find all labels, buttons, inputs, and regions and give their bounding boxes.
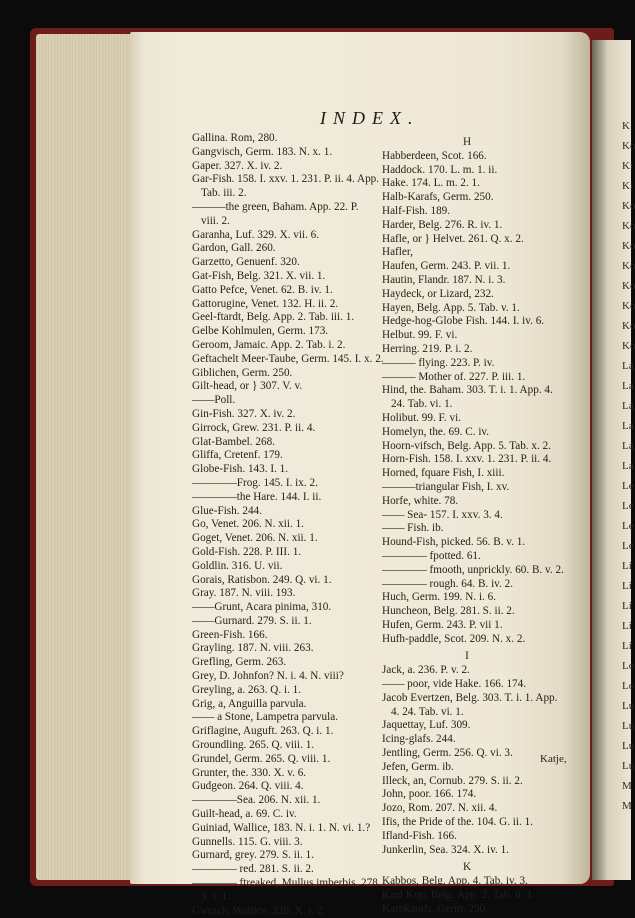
index-entry: 24. Tab. vi. 1.	[391, 398, 453, 411]
index-entry: Gardon, Gall. 260.	[192, 242, 276, 255]
index-entry: —— a Stone, Lampetra parvula.	[192, 711, 339, 724]
index-entry: Gilt-head, or } 307. V. v.	[192, 380, 303, 393]
index-entry: Groundling. 265. Q. viii. 1.	[192, 739, 315, 752]
index-entry: Horfe, white. 78.	[382, 494, 459, 507]
facing-page-fragment: Ki	[622, 160, 633, 172]
index-entry: Haydeck, or Lizard, 232.	[382, 287, 494, 300]
index-entry: ———— fpotted. 61.	[382, 549, 481, 562]
facing-page-fragment: Ko	[622, 280, 635, 292]
page-edges	[36, 34, 132, 880]
facing-page-fragment: Li	[622, 600, 632, 612]
index-entry: Gunnells. 115. G. viii. 3.	[192, 835, 303, 848]
index-entry: Hound-Fish, picked. 56. B. v. 1.	[382, 536, 526, 549]
index-entry: Geroom, Jamaic. App. 2. Tab. i. 2.	[192, 338, 346, 351]
index-entry: Hautin, Flandr. 187. N. i. 3.	[382, 273, 506, 286]
facing-page-fragment: Ko	[622, 140, 635, 152]
index-entry: Hake. 174. L. m. 2. 1.	[382, 177, 480, 190]
index-entry: Giblichen, Germ. 250.	[192, 366, 293, 379]
section-letter: H	[462, 136, 472, 148]
index-entry: Gwrach, Wallice. 320. X. i. 2.	[192, 904, 326, 917]
index-entry: Girrock, Grew. 231. P. ii. 4.	[192, 421, 316, 434]
index-entry: Hafle, or } Helvet. 261. Q. x. 2.	[382, 232, 524, 245]
index-entry: Homelyn, the. 69. C. iv.	[382, 425, 490, 438]
index-entry: Junkerlin, Sea. 324. X. iv. 1.	[382, 843, 509, 856]
index-entry: Huch, Germ. 199. N. i. 6.	[382, 591, 497, 604]
facing-page-fragment: Lu	[622, 720, 635, 732]
index-entry: ——— flying. 223. P. iv.	[382, 356, 495, 369]
index-entry: Jentling, Germ. 256. Q. vi. 3.	[382, 747, 513, 760]
facing-page-fragment: Ko	[622, 260, 635, 272]
facing-page-fragment: La	[622, 440, 634, 452]
facing-page-fragment: Lo	[622, 680, 635, 692]
index-entry: Hind, the. Baham. 303. T. i. 1. App. 4.	[382, 384, 553, 397]
index-entry: ——Poll.	[192, 394, 236, 407]
index-entry: Ifis, the Pride of the. 104. G. ii. 1.	[382, 816, 534, 829]
index-entry: Gat-Fish, Belg. 321. X. vii. 1.	[192, 269, 326, 282]
index-entry: Jaquettay, Luf. 309.	[382, 719, 471, 732]
index-entry: Hufen, Germ. 243. P. vii 1.	[382, 618, 503, 631]
index-entry: Tab. iii. 2.	[201, 187, 247, 200]
right-index-column	[382, 132, 592, 917]
index-entry: ———— fmooth, unprickly. 60. B. v. 2.	[382, 563, 564, 576]
index-entry: Gray. 187. N. viii. 193.	[192, 587, 296, 600]
index-entry: ——Grunt, Acara pinima, 310.	[192, 601, 332, 614]
index-entry: Karpkarafs, Germ. 250.	[382, 902, 488, 915]
index-entry: John, poor. 166. 174.	[382, 788, 477, 801]
facing-page-fragment: Li	[622, 640, 632, 652]
index-entry: Ifland-Fish. 166.	[382, 829, 457, 842]
index-entry: Geftachelt Meer-Taube, Germ. 145. I. x. 2.	[192, 352, 384, 365]
index-entry: Hufh-paddle, Scot. 209. N. x. 2.	[382, 632, 526, 645]
index-entry: Hedge-hog-Globe Fish. 144. I. iv. 6.	[382, 315, 545, 328]
index-entry: Haddock. 170. L. m. 1. ii.	[382, 163, 498, 176]
facing-page-fragment: Ko	[622, 240, 635, 252]
left-index-column	[192, 132, 387, 918]
facing-page-fragment: Le	[622, 480, 634, 492]
index-entry: Jacob Evertzen, Belg. 303. T. i. 1. App.	[382, 691, 558, 704]
facing-page-fragment: La	[622, 360, 634, 372]
index-entry: ————Sea. 206. N. xii. 1.	[192, 794, 321, 807]
index-entry: Gattorugine, Venet. 132. H. ii. 2.	[192, 297, 339, 310]
facing-page-fragment: La	[622, 420, 634, 432]
index-entry: Grayling. 187. N. viii. 263.	[192, 642, 314, 655]
index-entry: Grig, a, Anguilla parvula.	[192, 697, 307, 710]
index-entry: Garanha, Luf. 329. X. vii. 6.	[192, 228, 320, 241]
index-entry: Grunter, the. 330. X. v. 6.	[192, 766, 307, 779]
index-entry: Greyling, a. 263. Q. i. 1.	[192, 683, 302, 696]
index-entry: ———triangular Fish, I. xv.	[382, 480, 510, 493]
index-entry: Gelbe Kohlmulen, Germ. 173.	[192, 325, 329, 338]
facing-page-fragment: Ki	[622, 180, 633, 192]
facing-page-fragment: Lo	[622, 660, 635, 672]
index-entry: Glue-Fish. 244.	[192, 504, 262, 517]
facing-page-fragment: Ko	[622, 340, 635, 352]
index-entry: Globe-Fish. 143. I. 1.	[192, 463, 289, 476]
facing-page-fragment: Lu	[622, 760, 635, 772]
index-entry: Jozo, Rom. 207. N. xii. 4.	[382, 802, 498, 815]
index-entry: Grundel, Germ. 265. Q. viii. 1.	[192, 752, 331, 765]
facing-page-fragment: Li	[622, 560, 632, 572]
index-entry: viii. 2.	[201, 214, 230, 227]
facing-page-fragment: La	[622, 460, 634, 472]
index-entry: Gar-Fish. 158. I. xxv. 1. 231. P. ii. 4. App.	[192, 173, 380, 186]
index-entry: Gangvisch, Germ. 183. N. x. 1.	[192, 145, 333, 158]
index-entry: ————the Hare. 144. I. ii.	[192, 490, 322, 503]
index-entry: Herring. 219. P. i. 2.	[382, 342, 473, 355]
index-entry: ———the green, Baham. App. 22. P.	[192, 200, 359, 213]
facing-page-fragment: Ko	[622, 220, 635, 232]
index-entry: Hafler,	[382, 246, 413, 259]
index-entry: ———— ftreaked, Mullus imberbis. 278.	[192, 877, 381, 890]
index-entry: Grefling, Germ. 263.	[192, 656, 287, 669]
index-entry: ————Frog. 145. I. ix. 2.	[192, 476, 318, 489]
index-entry: ———— red. 281. S. ii. 2.	[192, 863, 314, 876]
facing-page-fragment: Li	[622, 620, 632, 632]
facing-page-edge	[592, 40, 635, 880]
facing-page-fragment: K	[622, 120, 630, 132]
index-entry: Jack, a. 236. P. v. 2.	[382, 664, 470, 677]
index-entry: Goget, Venet. 206. N. xii. 1.	[192, 532, 318, 545]
index-entry: —— Fish. ib.	[382, 522, 444, 535]
index-entry: Helbut. 99. F. vi.	[382, 329, 458, 342]
facing-page-fragment: Ko	[622, 320, 635, 332]
index-entry: Harder, Belg. 276. R. iv. 1.	[382, 218, 503, 231]
index-entry: Half-Fish. 189.	[382, 204, 451, 217]
facing-page-fragment: Le	[622, 500, 634, 512]
facing-page-fragment: Ko	[622, 300, 635, 312]
index-entry: ——— Mother of. 227. P. iii. 1.	[382, 370, 526, 383]
index-entry: —— poor, vide Hake. 166. 174.	[382, 678, 527, 691]
index-entry: Huncheon, Belg. 281. S. ii. 2.	[382, 605, 515, 618]
page-title: INDEX.	[320, 108, 420, 128]
index-entry: ——Gurnard. 279. S. ii. 1.	[192, 614, 312, 627]
index-entry: Illeck, an, Cornub. 279. S. ii. 2.	[382, 774, 523, 787]
index-entry: Gin-Fish. 327. X. iv. 2.	[192, 407, 296, 420]
index-entry: Glat-Bambel. 268.	[192, 435, 275, 448]
index-entry: Gaper. 327. X. iv. 2.	[192, 159, 283, 172]
index-entry: Goldlin. 316. U. vii.	[192, 559, 283, 572]
facing-page-fragment: M	[622, 800, 632, 812]
facing-page-fragment: Lu	[622, 700, 635, 712]
index-entry: Icing-glafs. 244.	[382, 733, 456, 746]
section-letter: K	[462, 861, 472, 874]
index-entry: Kael Kop, Belg. App. 2. Tab. ii. 1.	[382, 889, 536, 902]
index-entry: ———— rough. 64. B. iv. 2.	[382, 577, 514, 590]
index-entry: Gold-Fish. 228. P. III. 1.	[192, 545, 302, 558]
index-entry: Horned, fquare Fish, I. xiii.	[382, 467, 505, 480]
index-entry: Hoorn-vifsch, Belg. App. 5. Tab. x. 2.	[382, 439, 551, 452]
index-entry: Guilt-head, a. 69. C. iv.	[192, 808, 297, 821]
index-entry: Gatto Pefce, Venet. 62. B. iv. 1.	[192, 283, 333, 296]
facing-page-fragment: Lu	[622, 740, 635, 752]
facing-page-fragment: Ko	[622, 200, 635, 212]
facing-page-fragment: Li	[622, 580, 632, 592]
index-entry: Halb-Karafs, Germ. 250.	[382, 191, 494, 204]
index-entry: Horn-Fish. 158. I. xxv. 1. 231. P. ii. 4.	[382, 453, 552, 466]
section-letter: I	[465, 650, 469, 663]
facing-page-fragment: La	[622, 380, 634, 392]
index-entry: Gliffa, Cretenf. 179.	[192, 449, 283, 462]
index-entry: Holibut. 99. F. vi.	[382, 411, 461, 424]
index-entry: S. i. 1.	[201, 890, 230, 903]
index-entry: Guiniad, Wallice, 183. N. i. 1. N. vi. 1.?	[192, 821, 371, 834]
index-entry: Gudgeon. 264. Q. viii. 4.	[192, 780, 304, 793]
index-entry: Hayen, Belg. App. 5. Tab. v. 1.	[382, 301, 520, 314]
index-entry: Grey, D. Johnfon? N. i. 4. N. viii?	[192, 670, 344, 683]
facing-page-fragment: Le	[622, 520, 634, 532]
index-entry: Haufen, Germ. 243. P. vii. 1.	[382, 260, 511, 273]
facing-page-fragment: M	[622, 780, 632, 792]
index-entry: Habberdeen, Scot. 166.	[382, 149, 487, 162]
index-entry: —— Sea- 157. I. xxv. 3. 4.	[382, 508, 503, 521]
facing-page-fragment: La	[622, 400, 634, 412]
index-entry: 4. 24. Tab. vi. 1.	[391, 705, 464, 718]
catchword: Katje,	[540, 753, 567, 765]
index-entry: Gallina. Rom, 280.	[192, 132, 278, 144]
index-entry: Go, Venet. 206. N. xii. 1.	[192, 518, 304, 531]
index-entry: Green-Fish. 166.	[192, 628, 268, 641]
index-entry: Kabbos, Belg. App. 4. Tab. iv. 3.	[382, 875, 528, 888]
facing-page-fragment: Le	[622, 540, 634, 552]
index-entry: Geel-ftardt, Belg. App. 2. Tab. iii. 1.	[192, 311, 355, 324]
index-entry: Griflagine, Auguft. 263. Q. i. 1.	[192, 725, 334, 738]
index-entry: Gorais, Ratisbon. 249. Q. vi. 1.	[192, 573, 332, 586]
index-entry: Garzetto, Genuenf. 320.	[192, 256, 300, 269]
index-entry: Jefen, Germ. ib.	[382, 760, 454, 773]
index-entry: Gurnard, grey. 279. S. ii. 1.	[192, 849, 315, 862]
